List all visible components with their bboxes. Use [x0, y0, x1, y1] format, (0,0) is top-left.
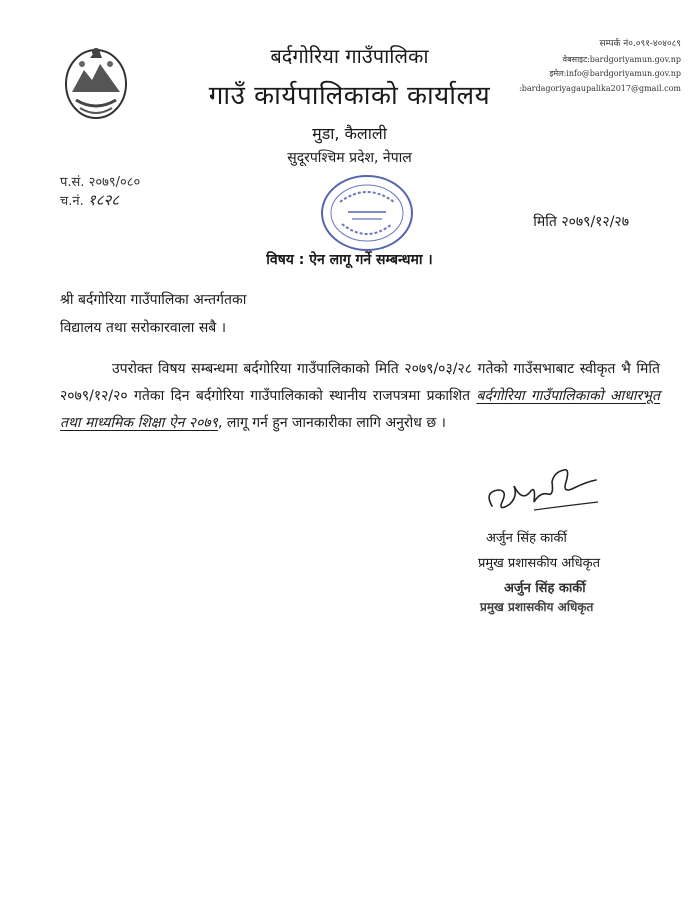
body-text-part-2: , लागू गर्न हुन जानकारीका लागि अनुरोध छ ।: [217, 415, 446, 431]
organization-name: बर्दगोरिया गाउँपालिका: [270, 44, 429, 68]
letter-date: मिति २०७९/१२/२७: [533, 214, 629, 230]
contact-website: वेबसाइट:bardgoriyamun.gov.np: [562, 55, 681, 64]
addressee-line-2: विद्यालय तथा सरोकारवाला सबै ।: [60, 320, 227, 336]
ps-value: २०७९/०८०: [88, 175, 141, 190]
signatory-title: प्रमुख प्रशासकीय अधिकृत: [478, 556, 601, 571]
contact-email: इमेल:info@bardgoriyamun.gov.np: [549, 69, 681, 78]
office-round-stamp-icon: [318, 172, 416, 254]
handwritten-signature-icon: [474, 462, 604, 522]
office-location: मुडा, कैलाली: [312, 124, 387, 143]
addressee-line-1: श्री बर्दगोरिया गाउँपालिका अन्तर्गतका: [60, 292, 247, 308]
reference-cn: [60, 190, 119, 210]
letter-body: [60, 356, 660, 437]
body-text-part-1: उपरोक्त विषय सम्बन्धमा बर्दगोरिया गाउँपालिकाको मिति २०७९/०३/२८ गतेको गाउँसभाबाट स्वीकृत भै मिति २०७९/१२/२० गतेका दिन बर्दगोरिया गाउँपालिकाको स्थानीय राजपत्रमा प्रकाशित: [60, 361, 660, 404]
letter-subject: विषय : ऐन लागू गर्ने सम्बन्धमा ।: [266, 252, 433, 268]
act-name: बर्दगोरिया गाउँपालिकाको आधारभूत तथा माध्यमिक शिक्षा ऐन २०७९: [60, 388, 660, 431]
signatory-name: अर्जुन सिंह कार्की: [486, 531, 567, 546]
seal-name: अर्जुन सिंह कार्की: [504, 581, 586, 596]
contact-email-alt: :bardagoriyagaupalika2017@gmail.com: [519, 84, 681, 93]
seal-title: प्रमुख प्रशासकीय अधिकृत: [480, 600, 594, 614]
office-province: सुदूरपश्चिम प्रदेश, नेपाल: [287, 150, 412, 166]
contact-phone: सम्पर्क नं०.०९१-४०४०८९: [599, 39, 681, 49]
cn-label: च.नं.: [60, 194, 84, 209]
reference-ps: [60, 172, 140, 190]
ps-label: प.सं.: [60, 175, 85, 190]
cn-value: १८२८: [87, 191, 120, 209]
office-title: गाउँ कार्यपालिकाको कार्यालय: [208, 81, 491, 111]
